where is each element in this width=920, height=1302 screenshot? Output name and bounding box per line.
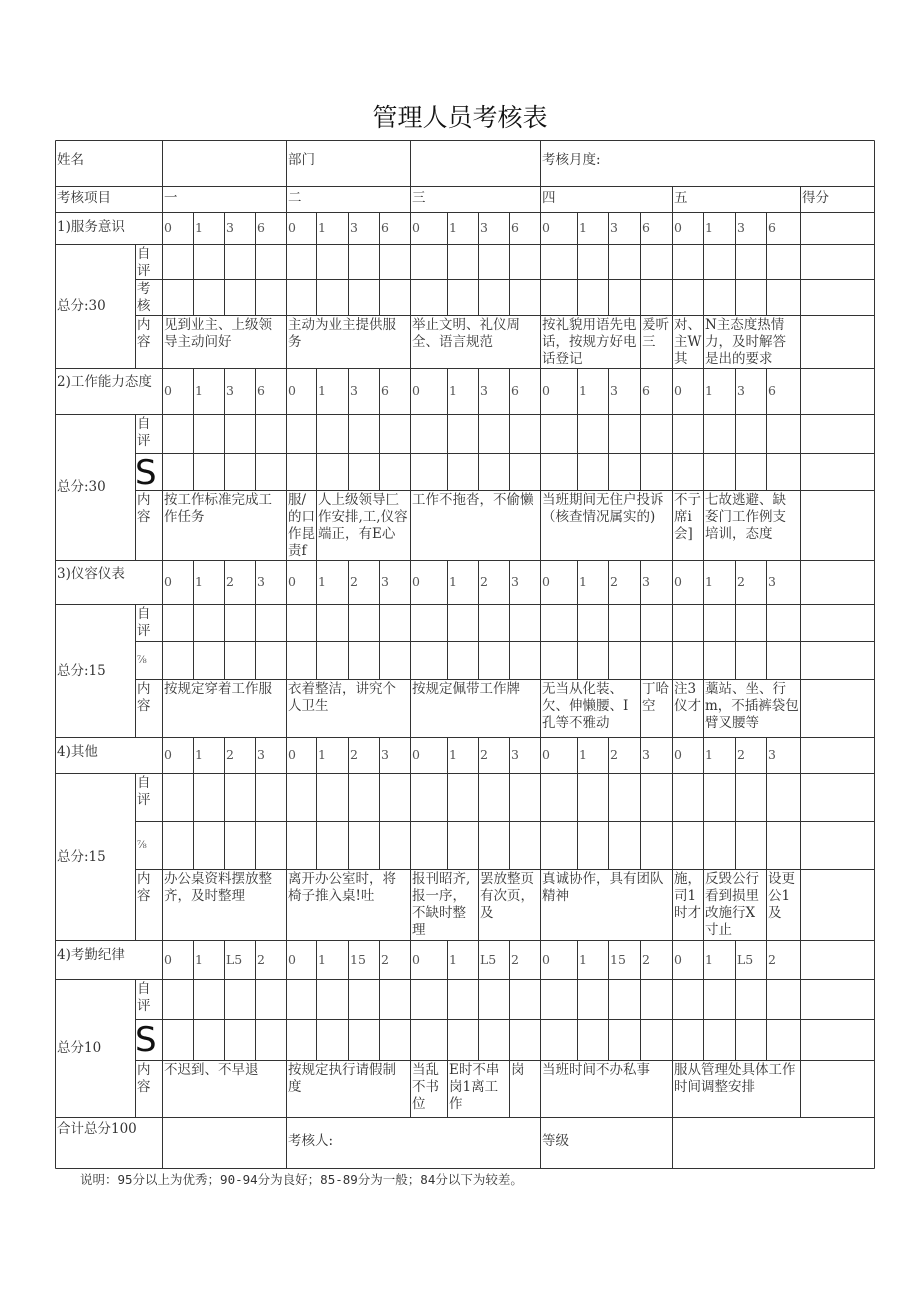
criteria-text: 服从管理处具体工作时间调整安排 xyxy=(674,1062,796,1095)
criteria-text: 按工作标准完成工作任务 xyxy=(164,492,272,525)
score-option: 3 xyxy=(737,383,745,398)
level-header: 二 xyxy=(288,190,302,206)
total-score-label: 合计总分100 xyxy=(57,1121,137,1137)
score-option: 0 xyxy=(288,220,296,235)
score-option: 6 xyxy=(381,220,389,235)
score-option: 3 xyxy=(642,574,650,589)
score-option: 6 xyxy=(257,220,265,235)
section-total: 总分:15 xyxy=(57,849,106,865)
score-option: 0 xyxy=(674,220,682,235)
score-option: 3 xyxy=(350,220,358,235)
criteria-text: 工作不拖沓，不偷懒 xyxy=(412,492,534,508)
section-total: 总分10 xyxy=(57,1040,102,1056)
score-option: 0 xyxy=(542,383,550,398)
criteria-text: N主态度热情力，及时解答是出的要求 xyxy=(705,317,786,367)
assessment-label: 考核 xyxy=(137,281,151,314)
score-option: 0 xyxy=(412,952,420,967)
score-option: 1 xyxy=(195,220,203,235)
score-option: 1 xyxy=(318,574,326,589)
score-option: 1 xyxy=(449,220,457,235)
criteria-text: 丁哈空 xyxy=(642,681,669,714)
criteria-text: 七故逃避、缺㚣门工作例支培训，态度 xyxy=(705,492,786,542)
score-option: 1 xyxy=(449,952,457,967)
score-option: 2 xyxy=(480,574,488,589)
score-option: 1 xyxy=(579,220,587,235)
score-option: 3 xyxy=(226,383,234,398)
criteria-text: 主动为业主提供服务 xyxy=(288,317,396,350)
score-option: 2 xyxy=(226,574,234,589)
score-option: 6 xyxy=(768,383,776,398)
score-option: 1 xyxy=(449,747,457,762)
score-option: 1 xyxy=(705,220,713,235)
score-option: 3 xyxy=(226,220,234,235)
criteria-text: 按规定执行请假制度 xyxy=(288,1062,396,1095)
score-option: 3 xyxy=(610,220,618,235)
score-option: 3 xyxy=(610,383,618,398)
level-header: 三 xyxy=(412,190,426,206)
assessment-label: ⅞ xyxy=(137,840,147,851)
criteria-text: 举止文明、礼仪周全、语言规范 xyxy=(412,317,520,350)
criteria-text: 按规定佩带工作牌 xyxy=(412,681,520,697)
score-option: 0 xyxy=(288,747,296,762)
score-option: 0 xyxy=(164,747,172,762)
assessor-label: 考核人: xyxy=(288,1133,334,1149)
score-option: 1 xyxy=(195,747,203,762)
month-label: 考核月度: xyxy=(542,152,601,168)
level-header: 五 xyxy=(674,190,688,206)
score-option: 1 xyxy=(318,220,326,235)
criteria-text: 离开办公室时，将椅子推入桌!吐 xyxy=(288,871,396,904)
section-heading: 2)工作能力态度 xyxy=(57,374,152,390)
level-header: 四 xyxy=(542,190,556,206)
score-option: L5 xyxy=(226,952,243,967)
score-option: 0 xyxy=(288,574,296,589)
criteria-text: 藁站、坐、行m，不插裤袋包臂叉腰等 xyxy=(705,681,799,731)
criteria-text: E时不串岗1离工作 xyxy=(449,1062,500,1112)
score-option: 0 xyxy=(674,747,682,762)
score-option: 0 xyxy=(412,747,420,762)
score-option: 3 xyxy=(642,747,650,762)
score-option: 6 xyxy=(642,383,650,398)
self-eval-label: 自评 xyxy=(137,246,151,279)
score-option: 6 xyxy=(257,383,265,398)
score-option: 2 xyxy=(480,747,488,762)
score-option: 0 xyxy=(288,383,296,398)
criteria-text: 真诚协作，具有团队精神 xyxy=(542,871,664,904)
score-option: 0 xyxy=(164,383,172,398)
criteria-text: 施，司1时才 xyxy=(674,871,701,921)
score-option: 3 xyxy=(511,574,519,589)
score-option: 2 xyxy=(381,952,389,967)
criteria-text: 服/的口作昆责f xyxy=(288,492,315,559)
score-option: 0 xyxy=(412,574,420,589)
score-option: 0 xyxy=(542,747,550,762)
score-column-header: 得分 xyxy=(802,190,829,206)
score-option: 0 xyxy=(164,952,172,967)
assessment-label: S xyxy=(135,453,157,490)
criteria-text: 不亍席i会] xyxy=(674,492,701,542)
score-option: 0 xyxy=(674,952,682,967)
criteria-text: 反毁公行看到损里改施行X寸止 xyxy=(705,871,759,938)
dept-label: 部门 xyxy=(288,152,315,168)
score-option: 2 xyxy=(737,747,745,762)
score-option: 2 xyxy=(642,952,650,967)
score-option: 1 xyxy=(579,747,587,762)
score-option: 3 xyxy=(480,383,488,398)
score-option: L5 xyxy=(737,952,754,967)
self-eval-label: 自评 xyxy=(137,775,151,808)
assessment-label: S xyxy=(135,1020,157,1060)
score-option: 1 xyxy=(195,574,203,589)
score-option: 1 xyxy=(705,747,713,762)
section-total: 总分:30 xyxy=(57,479,106,495)
score-option: 2 xyxy=(768,952,776,967)
score-option: 1 xyxy=(318,383,326,398)
score-option: 2 xyxy=(610,574,618,589)
score-option: 15 xyxy=(350,952,366,967)
score-option: 0 xyxy=(412,220,420,235)
score-option: 1 xyxy=(195,383,203,398)
score-option: 2 xyxy=(737,574,745,589)
criteria-text: 按规定穿着工作服 xyxy=(164,681,272,697)
criteria-text: 当班时间不办私事 xyxy=(542,1062,650,1078)
score-option: 0 xyxy=(542,952,550,967)
criteria-text: 注3仪才 xyxy=(674,681,701,714)
criteria-text: 办公桌资料摆放整齐，及时整理 xyxy=(164,871,272,904)
criteria-text: 当乱不书位 xyxy=(412,1062,439,1112)
self-eval-label: 自评 xyxy=(137,606,151,639)
section-heading: 3)仪容仪表 xyxy=(57,566,125,582)
content-label: 内容 xyxy=(137,1062,151,1095)
score-option: 0 xyxy=(164,574,172,589)
assessment-label: ⅞ xyxy=(137,655,147,666)
section-heading: 1)服务意识 xyxy=(57,219,125,235)
score-option: 0 xyxy=(674,574,682,589)
score-option: 2 xyxy=(511,952,519,967)
criteria-text: 不迟到、不早退 xyxy=(164,1062,259,1078)
level-header: 一 xyxy=(164,190,178,206)
score-option: 1 xyxy=(318,952,326,967)
criteria-text: 当班期间无住户投诉（核查情况属实的) xyxy=(542,492,664,525)
score-option: 2 xyxy=(350,574,358,589)
content-label: 内容 xyxy=(137,871,151,904)
score-option: 3 xyxy=(257,574,265,589)
criteria-text: 无当从化装、欠、伸懒腰、I孔等不雅动 xyxy=(542,681,629,731)
content-label: 内容 xyxy=(137,317,151,350)
criteria-text: 报刊昭齐,报一序，不缺时整理 xyxy=(412,871,471,938)
criteria-text: 对、主W其 xyxy=(674,317,702,367)
criteria-text: 衣着整洁，讲究个人卫生 xyxy=(288,681,396,714)
score-option: 3 xyxy=(480,220,488,235)
criteria-text: 岗 xyxy=(511,1062,525,1078)
score-option: 2 xyxy=(257,952,265,967)
score-option: 0 xyxy=(288,952,296,967)
score-option: 3 xyxy=(768,747,776,762)
score-option: 1 xyxy=(579,383,587,398)
score-option: 6 xyxy=(511,220,519,235)
score-option: 0 xyxy=(164,220,172,235)
score-option: 1 xyxy=(318,747,326,762)
score-option: 1 xyxy=(449,574,457,589)
score-option: 1 xyxy=(705,952,713,967)
criteria-text: 设更公1及 xyxy=(768,871,795,921)
score-option: 0 xyxy=(542,574,550,589)
score-option: 2 xyxy=(610,747,618,762)
criteria-text: 人上级领导匚作安排,工,仪容端正，有E心 xyxy=(318,492,408,542)
score-option: 3 xyxy=(511,747,519,762)
score-option: 6 xyxy=(511,383,519,398)
score-option: 6 xyxy=(642,220,650,235)
name-label: 姓名 xyxy=(57,152,84,168)
score-option: 2 xyxy=(350,747,358,762)
item-label: 考核项目 xyxy=(57,190,111,206)
score-option: 3 xyxy=(350,383,358,398)
criteria-text: 按礼貌用语先电话，按规方好电话登记 xyxy=(542,317,637,367)
section-heading: 4)考勤纪律 xyxy=(57,947,125,963)
page-title: 管理人员考核表 xyxy=(372,103,548,132)
self-eval-label: 自评 xyxy=(137,981,151,1014)
section-total: 总分:30 xyxy=(57,298,106,314)
score-option: 3 xyxy=(381,747,389,762)
score-option: 3 xyxy=(381,574,389,589)
score-option: 2 xyxy=(226,747,234,762)
score-option: 3 xyxy=(257,747,265,762)
content-label: 内容 xyxy=(137,492,151,525)
section-total: 总分:15 xyxy=(57,663,106,679)
score-option: 0 xyxy=(542,220,550,235)
criteria-text: 爰听三 xyxy=(642,317,669,350)
score-option: L5 xyxy=(480,952,497,967)
criteria-text: 罢放整页有次页，及 xyxy=(480,871,534,921)
score-option: 1 xyxy=(449,383,457,398)
score-option: 3 xyxy=(737,220,745,235)
score-option: 1 xyxy=(579,952,587,967)
score-option: 0 xyxy=(412,383,420,398)
score-option: 3 xyxy=(768,574,776,589)
score-option: 1 xyxy=(195,952,203,967)
score-option: 1 xyxy=(705,383,713,398)
self-eval-label: 自评 xyxy=(137,416,151,449)
grade-label: 等级 xyxy=(542,1133,569,1149)
score-option: 1 xyxy=(579,574,587,589)
content-label: 内容 xyxy=(137,681,151,714)
score-option: 15 xyxy=(610,952,626,967)
score-option: 6 xyxy=(381,383,389,398)
section-heading: 4)其他 xyxy=(57,744,98,760)
score-option: 1 xyxy=(705,574,713,589)
score-option: 6 xyxy=(768,220,776,235)
criteria-text: 见到业主、上级领导主动问好 xyxy=(164,317,272,350)
score-option: 0 xyxy=(674,383,682,398)
footer-note: 说明：95分以上为优秀；90-94分为良好；85-89分为一般；84分以下为较差。 xyxy=(80,1172,523,1187)
